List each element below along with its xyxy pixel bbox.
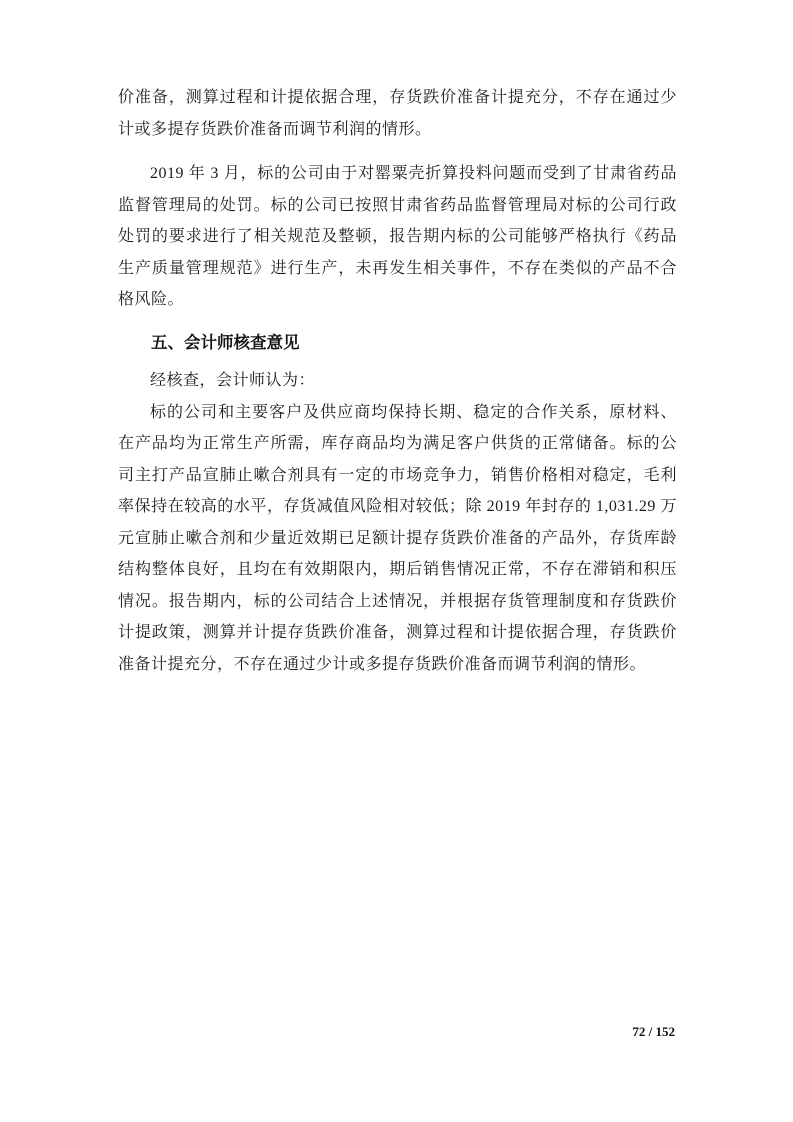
body-paragraph-continuation: 价准备，测算过程和计提依据合理，存货跌价准备计提充分，不存在通过少计或多提存货跌价准备而调节利润的情形。 <box>118 89 677 138</box>
page-number: 72 / 152 <box>632 1024 675 1039</box>
body-paragraph-opinion-detail: 标的公司和主要客户及供应商均保持长期、稳定的合作关系，原材料、在产品均为正常生产所需，库存商品均为满足客户供货的正常储备。标的公司主打产品宣肺止嗽合剂具有一定的市场竞争力，销售价格相对稳定，毛利率保持在较高的水平，存货减值风险相对较低；除 2019 年封存的 1,031.29 万元宣肺止嗽合剂和少量近效期已足额计提存货跌价准备的产品外，存货库龄结构整体良好，且均在有效期限内，期后销售情况正常，不存在滞销和积压情况。报告期内，标的公司结合上述情况，并根据存货管理制度和存货跌价计提政策，测算并计提存货跌价准备，测算过程和计提依据合理，存货跌价准备计提充分，不存在通过少计或多提存货跌价准备而调节利润的情形。 <box>118 403 677 673</box>
section-heading-accountant-opinion: 五、会计师核查意见 <box>151 332 300 352</box>
body-paragraph-opinion-lead: 经核查，会计师认为： <box>150 372 316 389</box>
page-content <box>118 82 677 680</box>
body-paragraph-penalty-2019: 2019 年 3 月，标的公司由于对罂粟壳折算投料问题而受到了甘肃省药品监督管理局的处罚。标的公司已按照甘肃省药品监督管理局对标的公司行政处罚的要求进行了相关规范及整顿，报告期内标的公司能够严格执行《药品生产质量管理规范》进行生产，未再发生相关事件，不存在类似的产品不合格风险。 <box>118 165 677 308</box>
